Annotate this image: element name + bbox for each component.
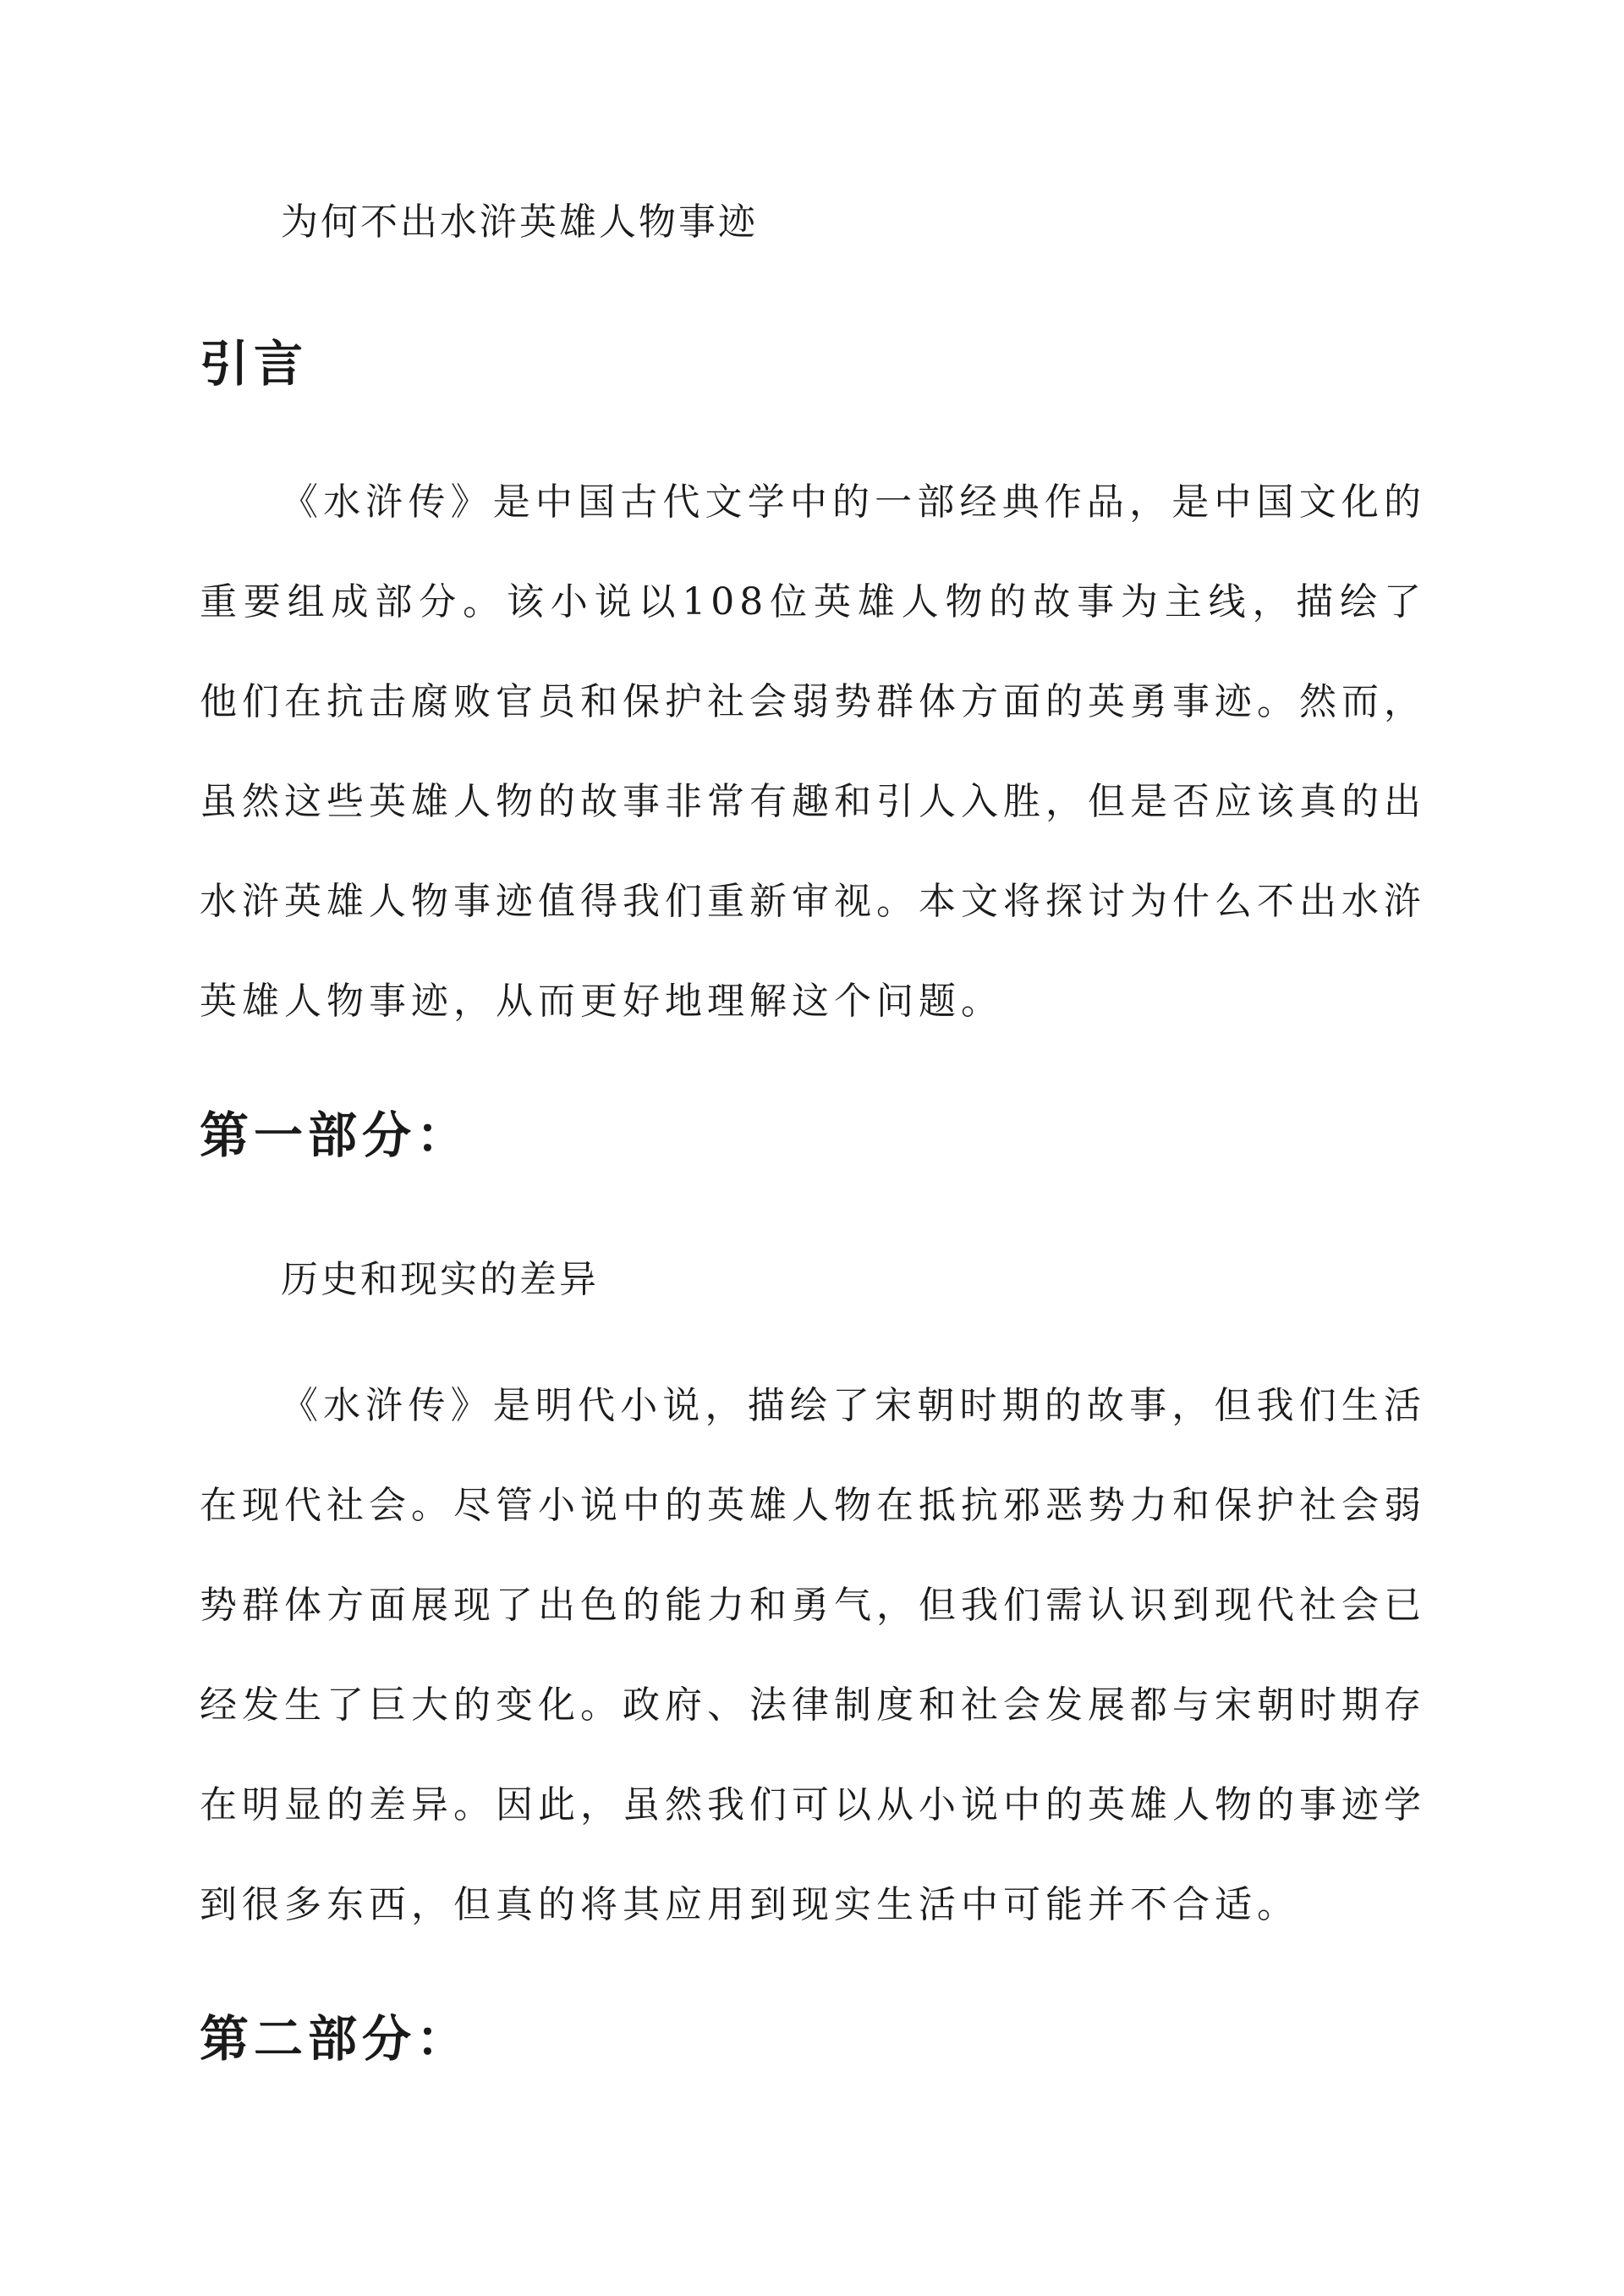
section-paragraph-part-one: 《水浒传》是明代小说，描绘了宋朝时期的故事，但我们生活在现代社会。尽管小说中的英雄人物在抵抗邪恶势力和保护社会弱势群体方面展现了出色的能力和勇气，但我们需认识到现代社会已经发生了巨大的变化。政府、法律制度和社会发展都与宋朝时期存在明显的差异。因此，虽然我们可以从小说中的英雄人物的事迹学到很多东西，但真的将其应用到现实生活中可能并不合适。 xyxy=(200,1384,1426,1926)
section-paragraph-intro: 《水浒传》是中国古代文学中的一部经典作品，是中国文化的重要组成部分。该小说以108位英雄人物的故事为主线，描绘了他们在抗击腐败官员和保护社会弱势群体方面的英勇事迹。然而，虽然这些英雄人物的故事非常有趣和引人入胜，但是否应该真的出水浒英雄人物事迹值得我们重新审视。本文将探讨为什么不出水浒英雄人物事迹，从而更好地理解这个问题。 xyxy=(200,481,1426,1023)
section-heading-part-two: 第二部分： xyxy=(200,2010,471,2068)
section-subheading-part-one: 历史和现实的差异 xyxy=(281,1258,599,1301)
section-heading-part-one: 第一部分： xyxy=(200,1107,471,1164)
document-title: 为何不出水浒英雄人物事迹 xyxy=(281,200,758,244)
section-heading-intro: 引言 xyxy=(200,335,309,393)
